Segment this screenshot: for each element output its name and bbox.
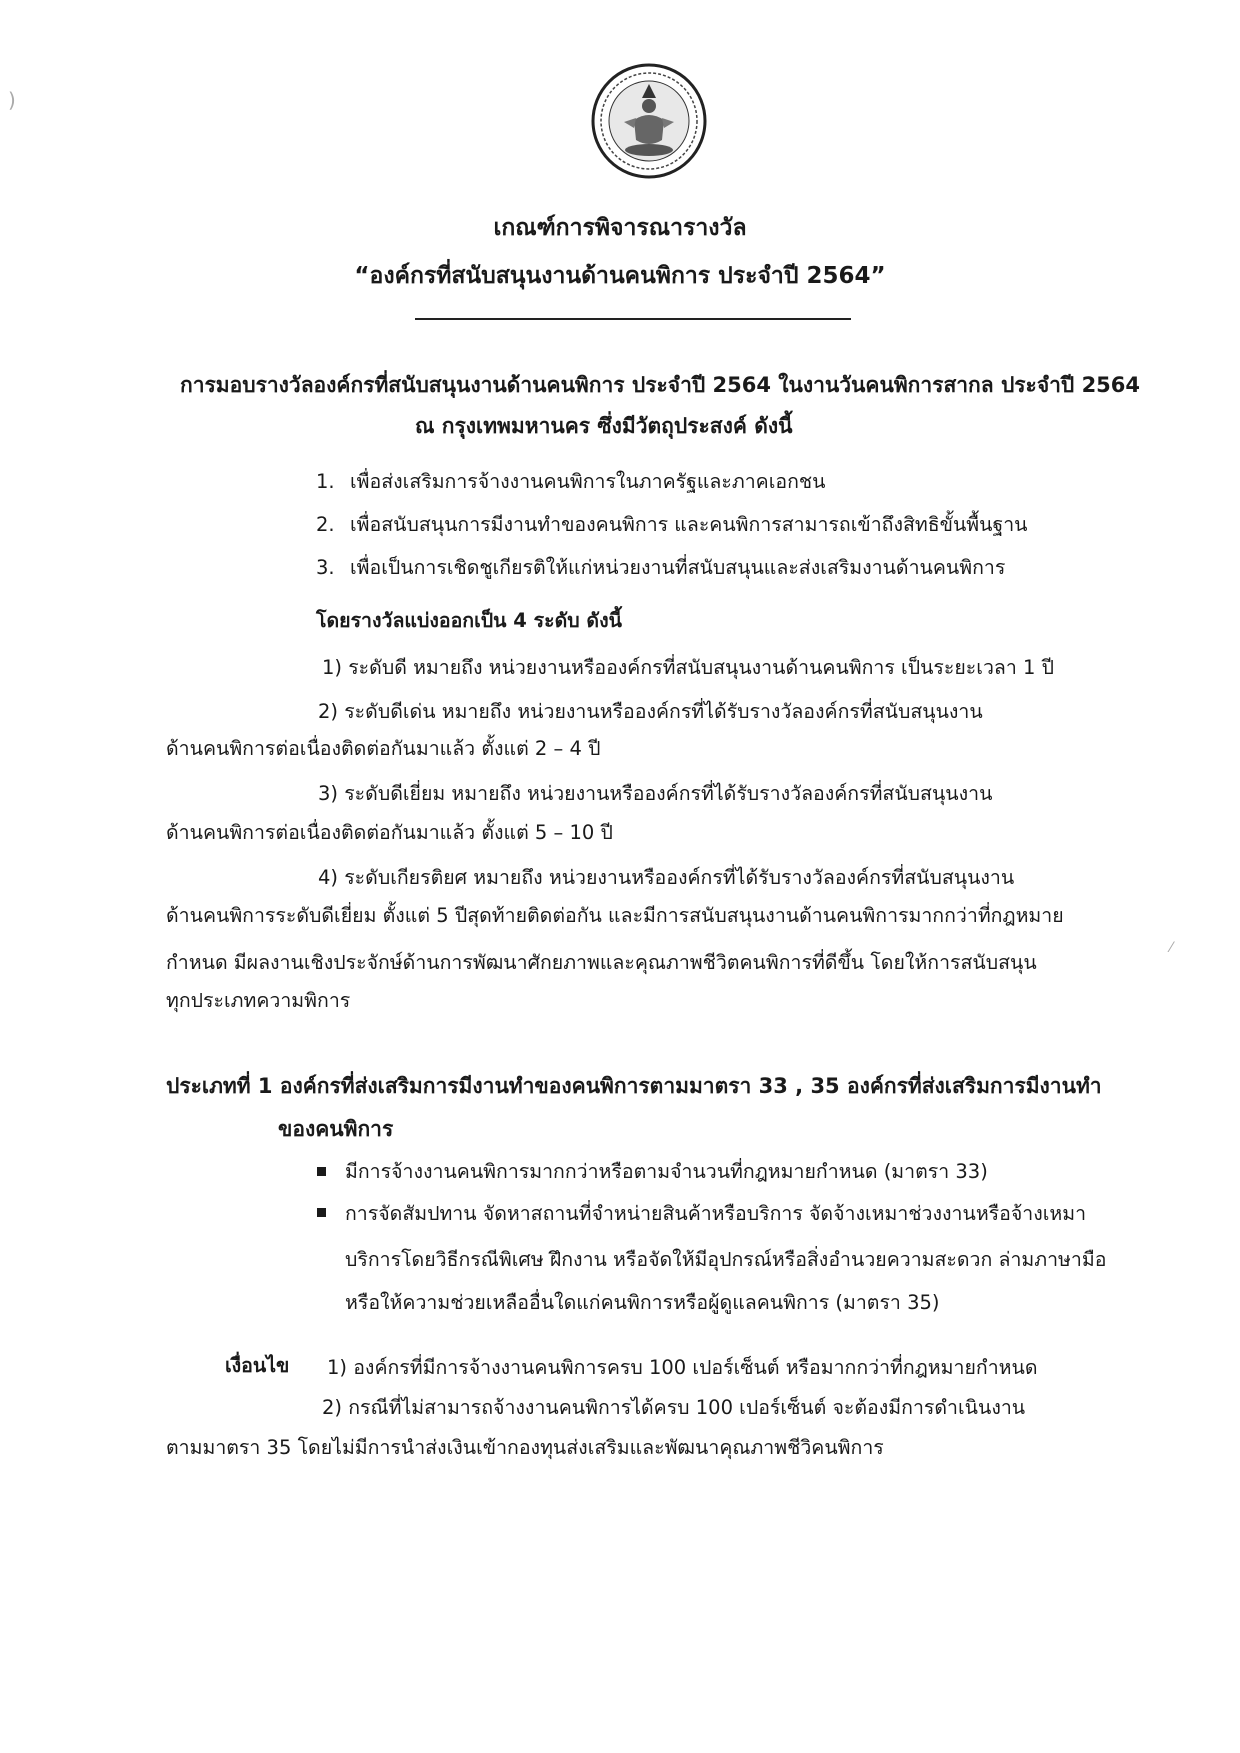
type-1-bullet-1: มีการจ้างงานคนพิการมากกว่าหรือตามจำนวนที่กฎหมายกำหนด (มาตรา 33) — [345, 1160, 988, 1183]
type-1-heading-line-2: ของคนพิการ — [278, 1117, 394, 1141]
level-2-line-1: 2) ระดับดีเด่น หมายถึง หน่วยงานหรือองค์กรที่ได้รับรางวัลองค์กรที่สนับสนุนงาน — [318, 700, 983, 723]
condition-2-line-1: 2) กรณีที่ไม่สามารถจ้างงานคนพิการได้ครบ 100 เปอร์เซ็นต์ จะต้องมีการดำเนินงาน — [322, 1396, 1026, 1419]
title-divider — [415, 318, 851, 320]
square-bullet-icon — [317, 1167, 326, 1176]
level-4-line-4: ทุกประเภทความพิการ — [166, 989, 351, 1012]
objective-number-1: 1. — [316, 470, 335, 493]
objective-item-3: เพื่อเป็นการเชิดชูเกียรติให้แก่หน่วยงานที่สนับสนุนและส่งเสริมงานด้านคนพิการ — [350, 556, 1006, 579]
intro-line-2: ณ กรุงเทพมหานคร ซึ่งมีวัตถุประสงค์ ดังนี้ — [415, 414, 793, 438]
scan-mark: ⁄ — [1170, 940, 1173, 956]
type-1-bullet-2-line-2: บริการโดยวิธีกรณีพิเศษ ฝึกงาน หรือจัดให้มีอุปกรณ์หรือสิ่งอำนวยความสะดวก ล่ามภาษามือ — [345, 1248, 1107, 1271]
level-3-line-1: 3) ระดับดีเยี่ยม หมายถึง หน่วยงานหรือองค์กรที่ได้รับรางวัลองค์กรที่สนับสนุนงาน — [318, 782, 993, 805]
level-4-line-1: 4) ระดับเกียรติยศ หมายถึง หน่วยงานหรือองค์กรที่ได้รับรางวัลองค์กรที่สนับสนุนงาน — [318, 866, 1015, 889]
document-subtitle: “องค์กรที่สนับสนุนงานด้านคนพิการ ประจำปี 2564” — [354, 263, 886, 289]
royal-seal-emblem-icon — [590, 62, 708, 180]
condition-1: 1) องค์กรที่มีการจ้างงานคนพิการครบ 100 เปอร์เซ็นต์ หรือมากกว่าที่กฎหมายกำหนด — [327, 1356, 1038, 1379]
level-1: 1) ระดับดี หมายถึง หน่วยงานหรือองค์กรที่สนับสนุนงานด้านคนพิการ เป็นระยะเวลา 1 ปี — [322, 656, 1054, 679]
level-2-line-2: ด้านคนพิการต่อเนื่องติดต่อกันมาแล้ว ตั้งแต่ 2 – 4 ปี — [166, 737, 601, 760]
document-title: เกณฑ์การพิจารณารางวัล — [493, 215, 747, 241]
square-bullet-icon — [317, 1208, 326, 1217]
type-1-bullet-2-line-3: หรือให้ความช่วยเหลืออื่นใดแก่คนพิการหรือผู้ดูแลคนพิการ (มาตรา 35) — [345, 1291, 940, 1314]
conditions-label: เงื่อนไข — [225, 1354, 290, 1377]
intro-line-1: การมอบรางวัลองค์กรที่สนับสนุนงานด้านคนพิการ ประจำปี 2564 ในงานวันคนพิการสากล ประจำปี 2564 — [180, 373, 1141, 397]
objective-number-2: 2. — [316, 513, 335, 536]
scan-mark: ) — [8, 88, 16, 112]
level-4-line-2: ด้านคนพิการระดับดีเยี่ยม ตั้งแต่ 5 ปีสุดท้ายติดต่อกัน และมีการสนับสนุนงานด้านคนพิการมากกว่าที่กฎหมาย — [166, 904, 1064, 927]
type-1-bullet-2-line-1: การจัดสัมปทาน จัดหาสถานที่จำหน่ายสินค้าหรือบริการ จัดจ้างเหมาช่วงงานหรือจ้างเหมา — [345, 1202, 1087, 1225]
objective-number-3: 3. — [316, 556, 335, 579]
level-3-line-2: ด้านคนพิการต่อเนื่องติดต่อกันมาแล้ว ตั้งแต่ 5 – 10 ปี — [166, 821, 613, 844]
levels-heading: โดยรางวัลแบ่งออกเป็น 4 ระดับ ดังนี้ — [316, 609, 622, 632]
type-1-heading-line-1: ประเภทที่ 1 องค์กรที่ส่งเสริมการมีงานทำของคนพิการตามมาตรา 33 , 35 องค์กรที่ส่งเสริมการมีงานทำ — [166, 1074, 1102, 1098]
objective-item-2: เพื่อสนับสนุนการมีงานทำของคนพิการ และคนพิการสามารถเข้าถึงสิทธิขั้นพื้นฐาน — [350, 513, 1028, 536]
condition-2-line-2: ตามมาตรา 35 โดยไม่มีการนำส่งเงินเข้ากองทุนส่งเสริมและพัฒนาคุณภาพชีวิคนพิการ — [166, 1436, 884, 1459]
level-4-line-3: กำหนด มีผลงานเชิงประจักษ์ด้านการพัฒนาศักยภาพและคุณภาพชีวิตคนพิการที่ดีขึ้น โดยให้การสนับสนุน — [166, 951, 1037, 974]
objective-item-1: เพื่อส่งเสริมการจ้างงานคนพิการในภาครัฐและภาคเอกชน — [350, 470, 826, 493]
